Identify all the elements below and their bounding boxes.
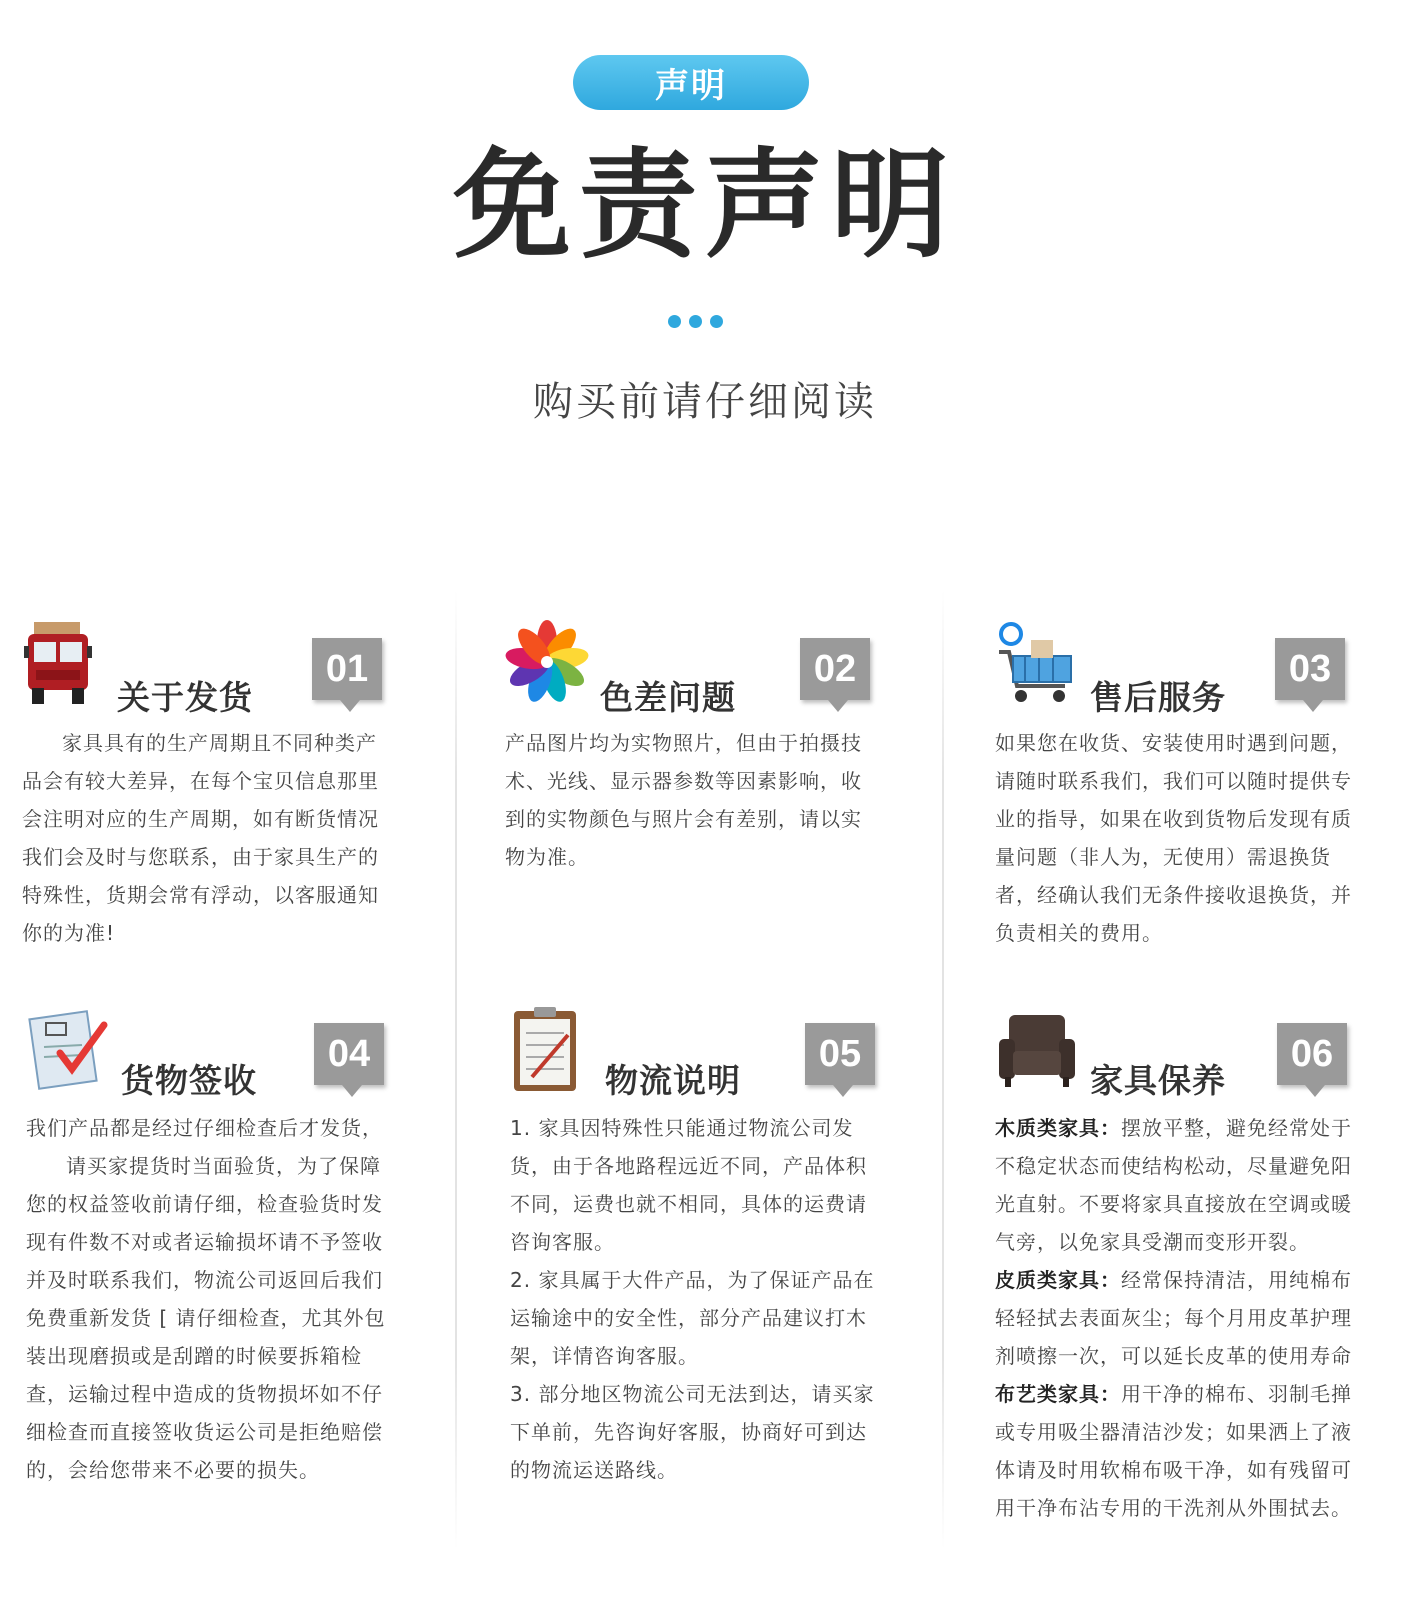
card-body [995, 1109, 1370, 1527]
care-text: 摆放平整，避免经常处于不稳定状态而使结构松动，尽量避免阳光直射。不要将家具直接放在空调或暖气旁，以免家具受潮而变形开裂。 [995, 1116, 1352, 1254]
card-logistics [510, 1005, 890, 1525]
card-title: 关于发货 [117, 678, 253, 717]
armchair-icon [995, 1005, 1075, 1095]
card-text-intro: 我们产品都是经过仔细检查后才发货， [26, 1116, 383, 1140]
card-text: 如果您在收货、安装使用时遇到问题，请随时联系我们，我们可以随时提供专业的指导，如果在收到货物后发现有质量问题（非人为，无使用）需退换货者，经确认我们无条件接收退换货，并负责相关的费用。 [995, 731, 1352, 945]
care-label: 布艺类家具： [995, 1382, 1121, 1406]
clipboard-icon [510, 1005, 590, 1095]
card-number-badge: 06 [1277, 1023, 1347, 1085]
card-text: 家具具有的生产周期且不同种类产品会有较大差异，在每个宝贝信息那里会注明对应的生产周期，如有断货情况我们会及时与您联系，由于家具生产的特殊性，货期会常有浮动，以客服通知你的为准! [22, 731, 379, 945]
card-body [510, 1109, 880, 1489]
care-section [995, 1375, 1370, 1527]
card-text: 产品图片均为实物照片，但由于拍摄技术、光线、显示器参数等因素影响，收到的实物颜色与照片会有差别，请以实物为准。 [505, 731, 862, 869]
card-title: 货物签收 [121, 1061, 257, 1100]
column-divider [455, 590, 457, 1550]
card-number-badge: 04 [314, 1023, 384, 1085]
list-item: 3. 部分地区物流公司无法到达，请买家下单前，先咨询好客服，协商好可到达的物流运送路线。 [510, 1382, 875, 1482]
statement-pill [573, 55, 809, 110]
card-shipping [22, 620, 402, 980]
checklist-icon [26, 1005, 106, 1095]
card-title: 物流说明 [605, 1061, 741, 1100]
card-number-badge: 03 [1275, 638, 1345, 700]
card-number-badge: 05 [805, 1023, 875, 1085]
card-body [26, 1109, 396, 1489]
column-divider [942, 590, 944, 1550]
card-title: 售后服务 [1090, 678, 1226, 717]
card-title: 家具保养 [1090, 1061, 1226, 1100]
dot [668, 315, 681, 328]
care-text: 经常保持清洁，用纯棉布轻轻拭去表面灰尘；每个月用皮革护理剂喷擦一次，可以延长皮革的使用寿命 [995, 1268, 1352, 1368]
card-text: 请买家提货时当面验货，为了保障您的权益签收前请仔细，检查验货时发现有件数不对或者运输损坏请不予签收并及时联系我们，物流公司返回后我们免费重新发货 [ 请仔细检查，尤其外包装出现磨损或是刮蹭的时候要拆箱检查，运输过程中造成的货物损坏如不仔细检查而直接签收货运公司是拒绝赔偿的，会给您带来不必要的损失。 [26, 1154, 386, 1482]
color-wheel-icon [505, 620, 585, 710]
page-subtitle: 购买前请仔细阅读 [533, 379, 877, 425]
card-body [995, 724, 1365, 952]
care-section [995, 1109, 1370, 1261]
truck-icon [22, 620, 102, 710]
dot [710, 315, 723, 328]
card-body [22, 724, 392, 952]
shopping-cart-icon [995, 620, 1075, 710]
card-body [505, 724, 875, 876]
card-title: 色差问题 [600, 678, 736, 717]
dot [689, 315, 702, 328]
divider-dots [668, 315, 723, 328]
care-label: 木质类家具： [995, 1116, 1121, 1140]
card-color-difference [505, 620, 885, 980]
list-item: 1. 家具因特殊性只能通过物流公司发货，由于各地路程远近不同，产品体积不同，运费也就不相同，具体的运费请咨询客服。 [510, 1116, 867, 1254]
card-after-sales [995, 620, 1375, 980]
card-receipt [26, 1005, 406, 1525]
care-label: 皮质类家具： [995, 1268, 1121, 1292]
card-number-badge: 01 [312, 638, 382, 700]
page-title: 免责声明 [452, 136, 957, 274]
list-item: 2. 家具属于大件产品，为了保证产品在运输途中的安全性，部分产品建议打木架，详情咨询客服。 [510, 1268, 875, 1368]
care-section [995, 1261, 1370, 1375]
card-number-badge: 02 [800, 638, 870, 700]
statement-pill-label: 声明 [655, 66, 727, 106]
card-furniture-care [995, 1005, 1375, 1545]
care-text: 用干净的棉布、羽制毛掸或专用吸尘器清洁沙发；如果洒上了液体请及时用软棉布吸干净，如有残留可用干净布沾专用的干洗剂从外围拭去。 [995, 1382, 1352, 1520]
